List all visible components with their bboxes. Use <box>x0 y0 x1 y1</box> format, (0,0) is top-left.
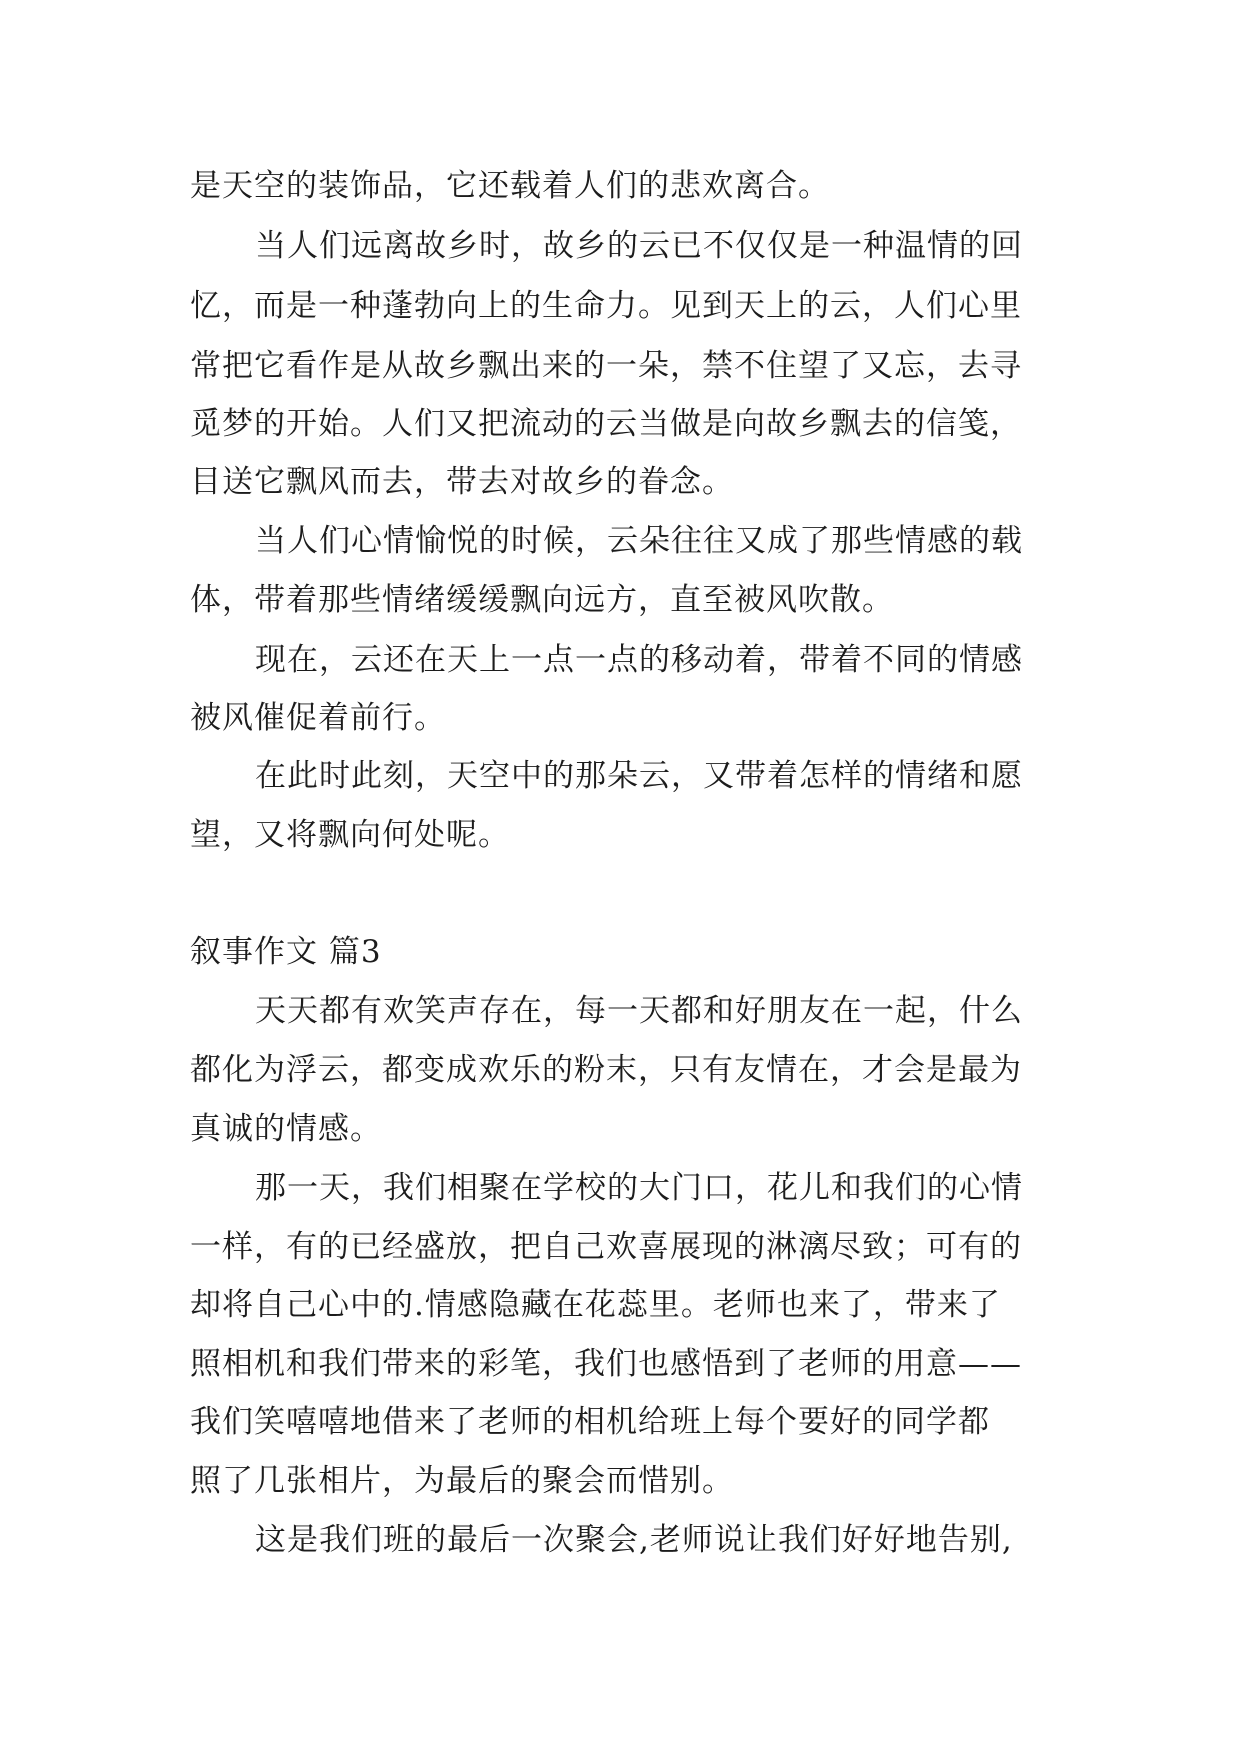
paragraph-line: 照了几张相片，为最后的聚会而惜别。 <box>190 1463 734 1499</box>
paragraph-line: 被风催促着前行。 <box>190 700 446 736</box>
paragraph-line: 望，又将飘向何处呢。 <box>190 817 510 853</box>
paragraph-line: 忆，而是一种蓬勃向上的生命力。见到天上的云，人们心里 <box>190 288 1022 324</box>
paragraph-line: 目送它飘风而去，带去对故乡的眷念。 <box>190 464 734 500</box>
paragraph-line: 常把它看作是从故乡飘出来的一朵，禁不住望了又忘，去寻 <box>190 348 1022 384</box>
paragraph-line: 我们笑嘻嘻地借来了老师的相机给班上每个要好的同学都 <box>190 1404 990 1440</box>
paragraph-line: 当人们远离故乡时，故乡的云已不仅仅是一种温情的回 <box>255 228 1023 264</box>
paragraph-line: 都化为浮云，都变成欢乐的粉末，只有友情在，才会是最为 <box>190 1052 1022 1088</box>
paragraph-line: 在此时此刻，天空中的那朵云，又带着怎样的情绪和愿 <box>255 758 1023 794</box>
paragraph-line: 是天空的装饰品，它还载着人们的悲欢离合。 <box>190 168 830 204</box>
paragraph-line: 现在，云还在天上一点一点的移动着，带着不同的情感 <box>255 642 1023 678</box>
paragraph-line: 却将自己心中的.情感隐藏在花蕊里。老师也来了，带来了 <box>190 1287 1001 1323</box>
paragraph-line: 照相机和我们带来的彩笔，我们也感悟到了老师的用意—— <box>190 1346 1022 1382</box>
paragraph-line: 那一天，我们相聚在学校的大门口，花儿和我们的心情 <box>255 1170 1023 1206</box>
paragraph-line: 这是我们班的最后一次聚会,老师说让我们好好地告别, <box>255 1522 1013 1558</box>
paragraph-line: 体，带着那些情绪缓缓飘向远方，直至被风吹散。 <box>190 582 894 618</box>
paragraph-line: 真诚的情感。 <box>190 1111 382 1147</box>
paragraph-line: 天天都有欢笑声存在，每一天都和好朋友在一起，什么 <box>255 993 1023 1029</box>
section-heading: 叙事作文 篇3 <box>190 934 382 970</box>
paragraph-line: 觅梦的开始。人们又把流动的云当做是向故乡飘去的信笺， <box>190 406 1022 442</box>
paragraph-line: 当人们心情愉悦的时候，云朵往往又成了那些情感的载 <box>255 523 1023 559</box>
paragraph-line: 一样，有的已经盛放，把自己欢喜展现的淋漓尽致；可有的 <box>190 1229 1022 1265</box>
